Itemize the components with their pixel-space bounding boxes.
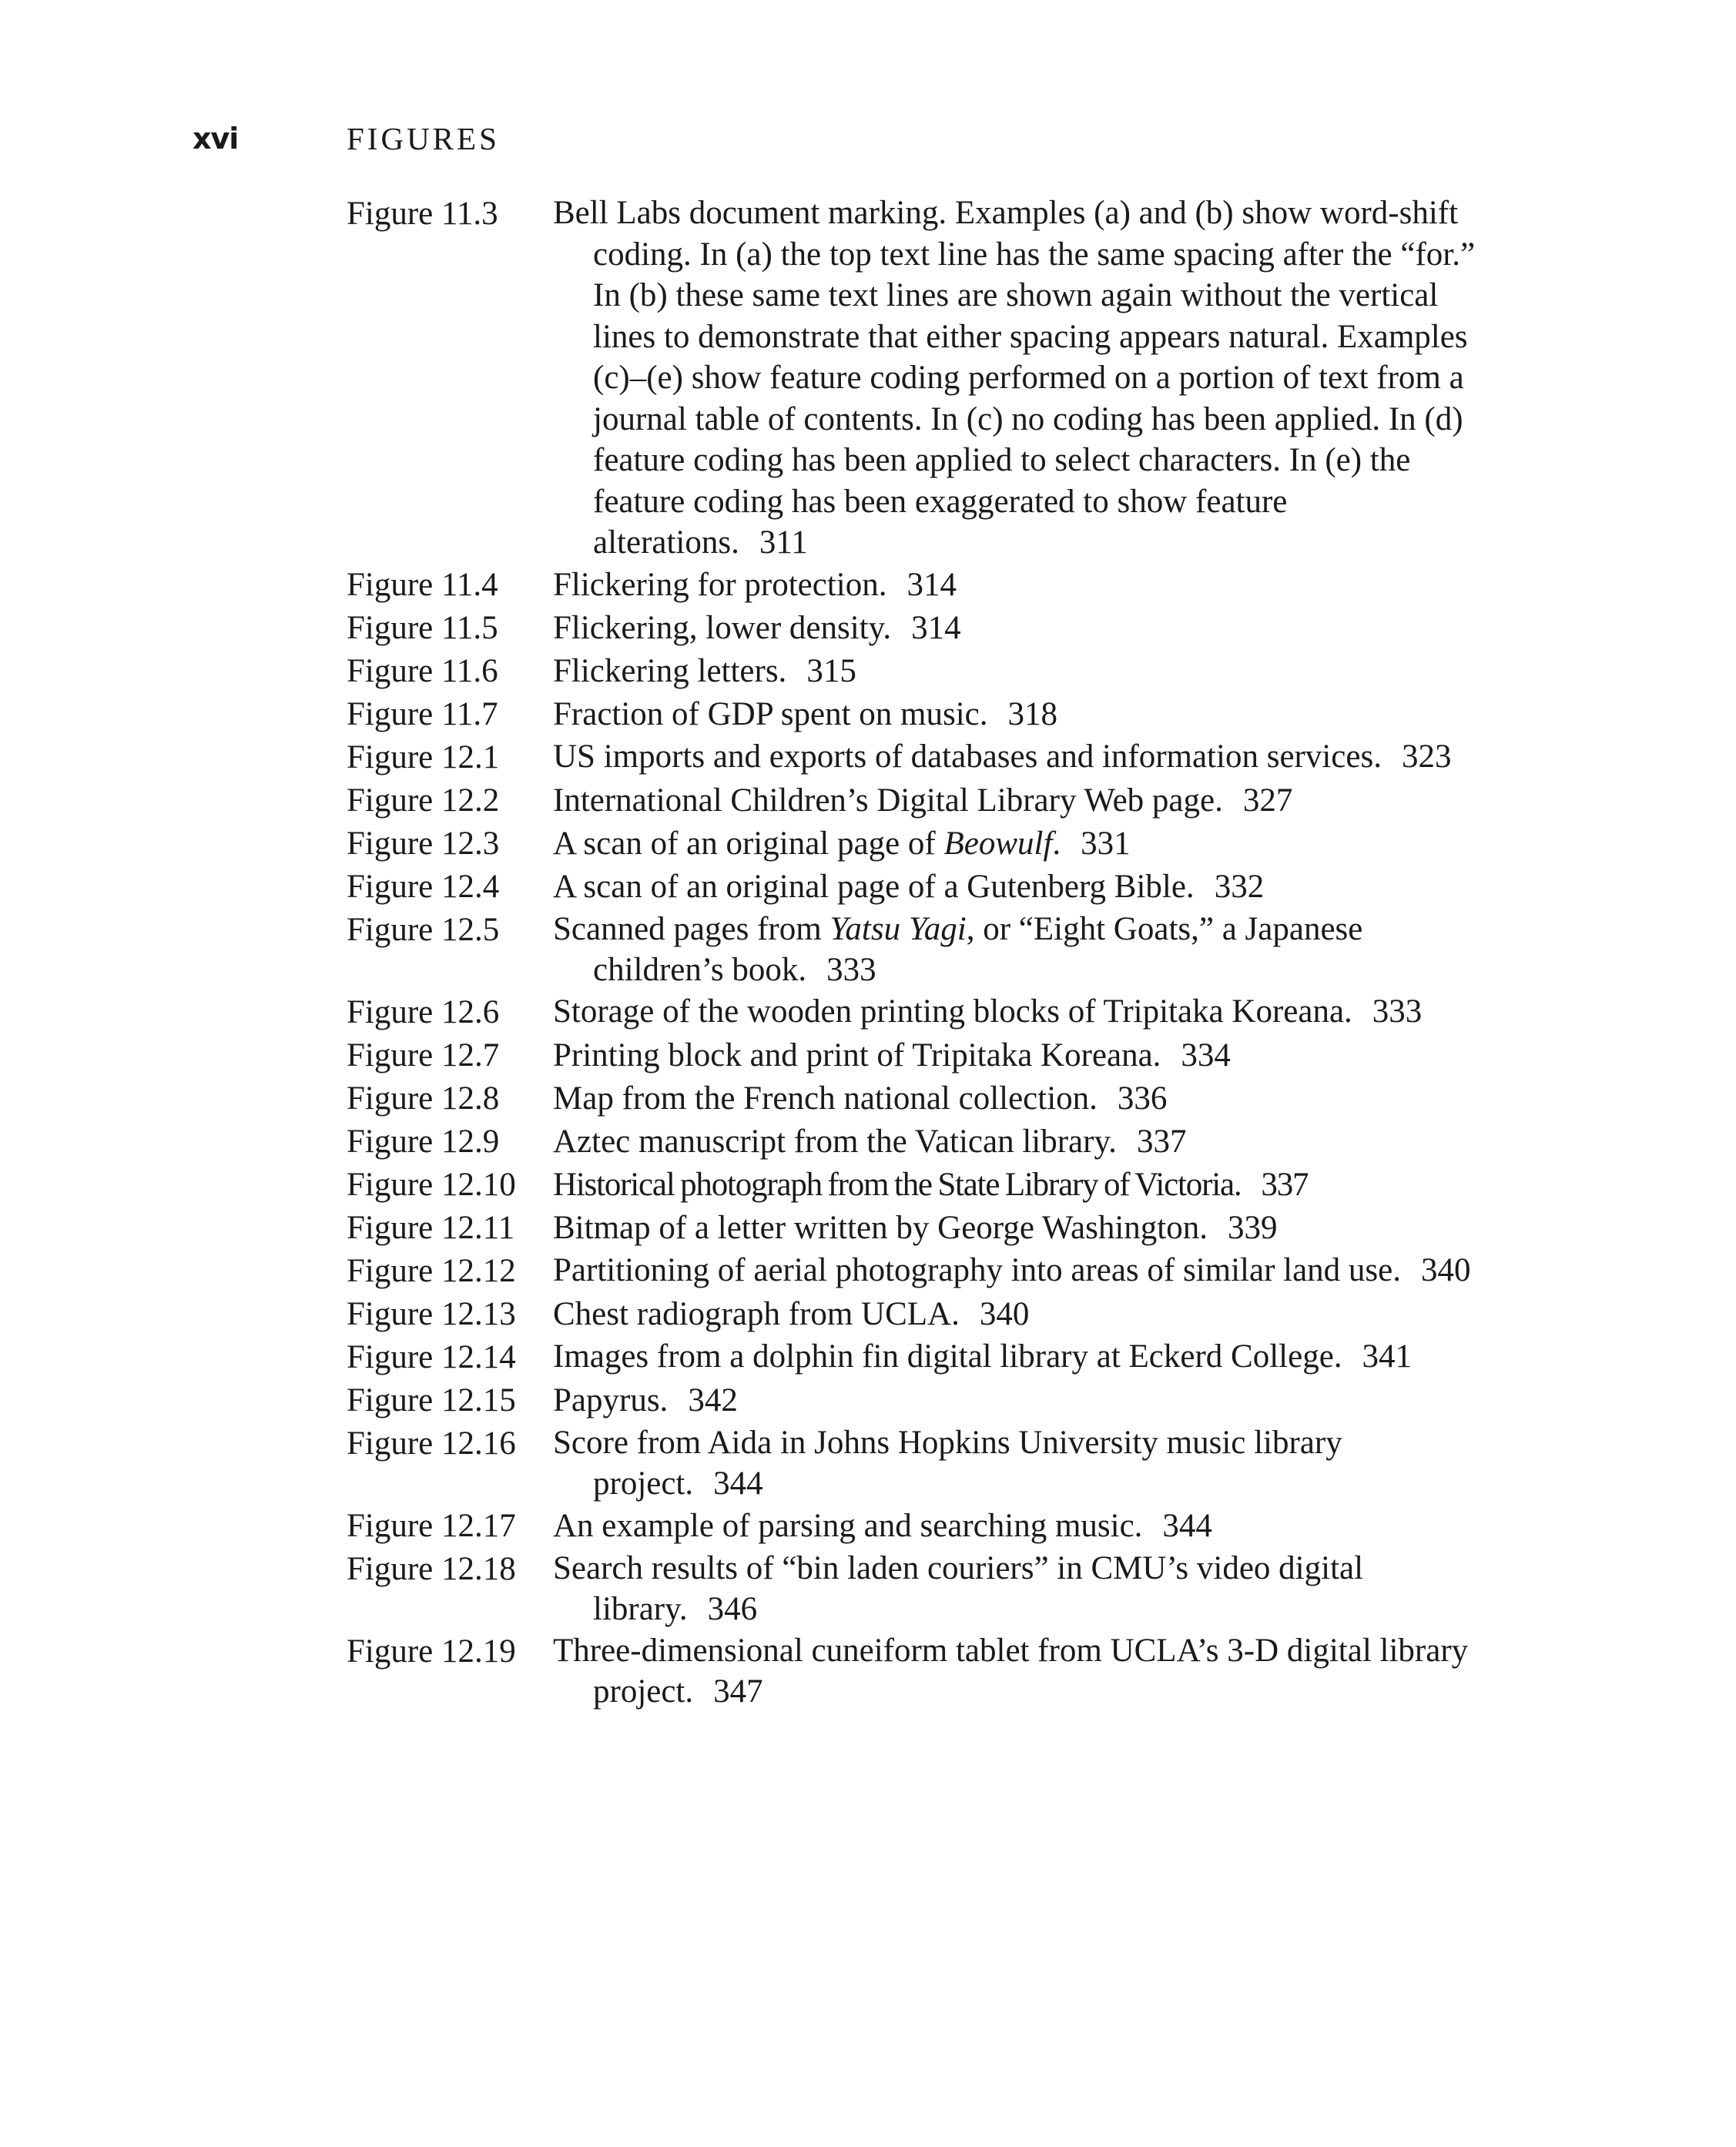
figure-caption [553, 1630, 1486, 1713]
figure-caption [553, 193, 1486, 564]
caption-text: . [1052, 825, 1061, 862]
caption-title-italic: Yatsu Yagi [829, 910, 967, 947]
page-reference: 346 [707, 1591, 758, 1627]
figure-entry [347, 1505, 1548, 1548]
figure-label: Figure 12.6 [347, 993, 500, 1030]
figure-entry [347, 1120, 1548, 1164]
page-reference: 336 [1117, 1080, 1168, 1117]
figure-caption [553, 1250, 1486, 1291]
caption-text: Bitmap of a letter written by George Washington. [553, 1209, 1208, 1246]
figure-caption [553, 1336, 1486, 1378]
figure-entry [347, 193, 1548, 564]
figure-label: Figure 12.14 [347, 1338, 516, 1375]
figure-label: Figure 12.19 [347, 1633, 516, 1670]
figure-label: Figure 12.18 [347, 1550, 516, 1587]
page-reference: 314 [907, 566, 957, 603]
figure-caption [553, 822, 1486, 866]
figure-caption [553, 1422, 1486, 1505]
figure-entry [347, 1250, 1548, 1293]
caption-text: Flickering, lower density. [553, 609, 892, 646]
figure-label: Figure 11.3 [347, 196, 498, 232]
caption-text: Flickering for protection. [553, 566, 887, 603]
page-reference: 311 [759, 524, 808, 561]
figure-label: Figure 12.2 [347, 782, 500, 819]
figure-caption [553, 909, 1486, 991]
figure-entry [347, 650, 1548, 693]
figure-entry [347, 822, 1548, 866]
caption-text: Aztec manuscript from the Vatican library. [553, 1123, 1117, 1160]
caption-text: International Children’s Digital Library Web page. [553, 782, 1223, 819]
page-number: xvi [193, 122, 239, 156]
page-reference: 332 [1214, 868, 1265, 905]
figure-entry [347, 866, 1548, 909]
figure-label: Figure 11.5 [347, 609, 498, 646]
page-reference: 333 [826, 952, 876, 988]
caption-text: Scanned pages from [553, 910, 830, 947]
caption-text: Flickering letters. [553, 652, 787, 689]
figure-entry [347, 1034, 1548, 1077]
figure-label: Figure 12.10 [347, 1166, 516, 1203]
figure-entry [347, 607, 1548, 650]
figure-entry [347, 991, 1548, 1034]
figure-label: Figure 12.3 [347, 825, 500, 862]
figure-label: Figure 12.1 [347, 739, 500, 775]
caption-text: A scan of an original page of [553, 825, 944, 862]
caption-text: Map from the French national collection. [553, 1080, 1098, 1117]
figure-caption [553, 564, 1486, 607]
figure-entry [347, 1207, 1548, 1250]
figure-label: Figure 12.7 [347, 1037, 500, 1074]
figure-label: Figure 11.7 [347, 695, 498, 732]
caption-text: Score from Aida in Johns Hopkins University music library project. [553, 1424, 1342, 1502]
caption-text: , or “Eight Goats,” a Japanese children’s book. [593, 910, 1363, 988]
figure-entry [347, 693, 1548, 736]
figure-caption [553, 1379, 1486, 1422]
figure-label: Figure 11.6 [347, 652, 498, 689]
figure-caption [553, 693, 1486, 736]
figure-label: Figure 12.4 [347, 868, 500, 905]
figure-entry [347, 909, 1548, 991]
figure-entry [347, 1422, 1548, 1505]
running-head: FIGURES [347, 121, 500, 156]
figure-label: Figure 12.12 [347, 1252, 516, 1289]
figure-entry [347, 1379, 1548, 1422]
page-reference: 344 [713, 1465, 763, 1502]
figure-label: Figure 12.11 [347, 1209, 515, 1246]
figure-caption [553, 650, 1486, 693]
page-reference: 342 [688, 1382, 738, 1418]
caption-text: Bell Labs document marking. Examples (a) and (b) show word-shift coding. In (a) the top text line has the same spacing after the “for.” In (b) these same text lines are shown again without the vertical lines to demonstrate that either spacing appears natural. Examples (c)–(e) show feature coding performed on a portion of text from a journal table of contents. In (c) no coding has been applied. In (d) feature coding has been applied to select characters. In (e) the feature coding has been exaggerated to show feature alterations. [553, 195, 1476, 561]
page-reference: 337 [1261, 1166, 1309, 1203]
figure-label: Figure 12.5 [347, 911, 500, 948]
page-reference: 318 [1007, 695, 1058, 732]
page-reference: 314 [911, 609, 961, 646]
figure-caption [553, 1034, 1486, 1077]
page-reference: 334 [1181, 1037, 1231, 1074]
figure-entry [347, 1548, 1548, 1630]
caption-text: Storage of the wooden printing blocks of Tripitaka Koreana. [553, 993, 1352, 1030]
figure-label: Figure 12.17 [347, 1507, 516, 1544]
page-reference: 323 [1401, 738, 1452, 775]
figure-entry [347, 736, 1548, 779]
page-reference: 339 [1228, 1209, 1278, 1246]
figure-caption [553, 779, 1486, 822]
caption-text: Images from a dolphin fin digital library at Eckerd College. [553, 1338, 1342, 1375]
figure-caption [553, 1077, 1486, 1120]
figure-entry [347, 1077, 1548, 1120]
page-reference: 341 [1362, 1338, 1413, 1375]
figure-entry [347, 564, 1548, 607]
figure-entry [347, 1164, 1548, 1207]
caption-text: An example of parsing and searching music. [553, 1507, 1143, 1544]
caption-text: A scan of an original page of a Gutenberg Bible. [553, 868, 1195, 905]
figure-label: Figure 12.15 [347, 1382, 516, 1418]
caption-text: Search results of “bin laden couriers” in CMU’s video digital library. [553, 1549, 1364, 1627]
figure-caption [553, 736, 1486, 778]
figure-list [347, 193, 1548, 1713]
figure-caption [553, 1207, 1486, 1250]
caption-text: Papyrus. [553, 1382, 669, 1418]
page-reference: 331 [1081, 825, 1131, 862]
page-reference: 340 [1421, 1251, 1471, 1288]
caption-title-italic: Beowulf [943, 825, 1053, 862]
caption-text: Partitioning of aerial photography into areas of similar land use. [553, 1251, 1401, 1288]
page-reference: 315 [806, 652, 856, 689]
caption-text: Fraction of GDP spent on music. [553, 695, 988, 732]
figure-label: Figure 12.8 [347, 1080, 500, 1117]
figure-entry [347, 1336, 1548, 1379]
figure-caption [553, 1164, 1486, 1207]
page-reference: 333 [1372, 993, 1423, 1030]
caption-text: Printing block and print of Tripitaka Koreana. [553, 1037, 1161, 1074]
page-reference: 340 [979, 1295, 1030, 1332]
figure-label: Figure 12.16 [347, 1425, 516, 1462]
page-reference: 327 [1242, 782, 1293, 819]
figure-entry [347, 1630, 1548, 1713]
figure-entry [347, 1293, 1548, 1336]
figure-entry [347, 779, 1548, 822]
caption-text: Historical photograph from the State Library of Victoria. [553, 1166, 1242, 1203]
figure-label: Figure 12.9 [347, 1123, 500, 1160]
caption-text: US imports and exports of databases and information services. [553, 738, 1382, 775]
figure-caption [553, 1548, 1486, 1630]
figure-caption [553, 991, 1486, 1033]
figure-caption [553, 1293, 1486, 1336]
figure-label: Figure 12.13 [347, 1295, 516, 1332]
figure-label: Figure 11.4 [347, 566, 498, 603]
figure-caption [553, 866, 1486, 909]
caption-text: Three-dimensional cuneiform tablet from UCLA’s 3-D digital library project. [553, 1632, 1469, 1710]
figure-caption [553, 1120, 1486, 1164]
page-reference: 347 [713, 1673, 763, 1710]
caption-text: Chest radiograph from UCLA. [553, 1295, 960, 1332]
page-reference: 337 [1136, 1123, 1187, 1160]
figure-caption [553, 607, 1486, 650]
page-reference: 344 [1162, 1507, 1212, 1544]
figure-caption [553, 1505, 1486, 1548]
